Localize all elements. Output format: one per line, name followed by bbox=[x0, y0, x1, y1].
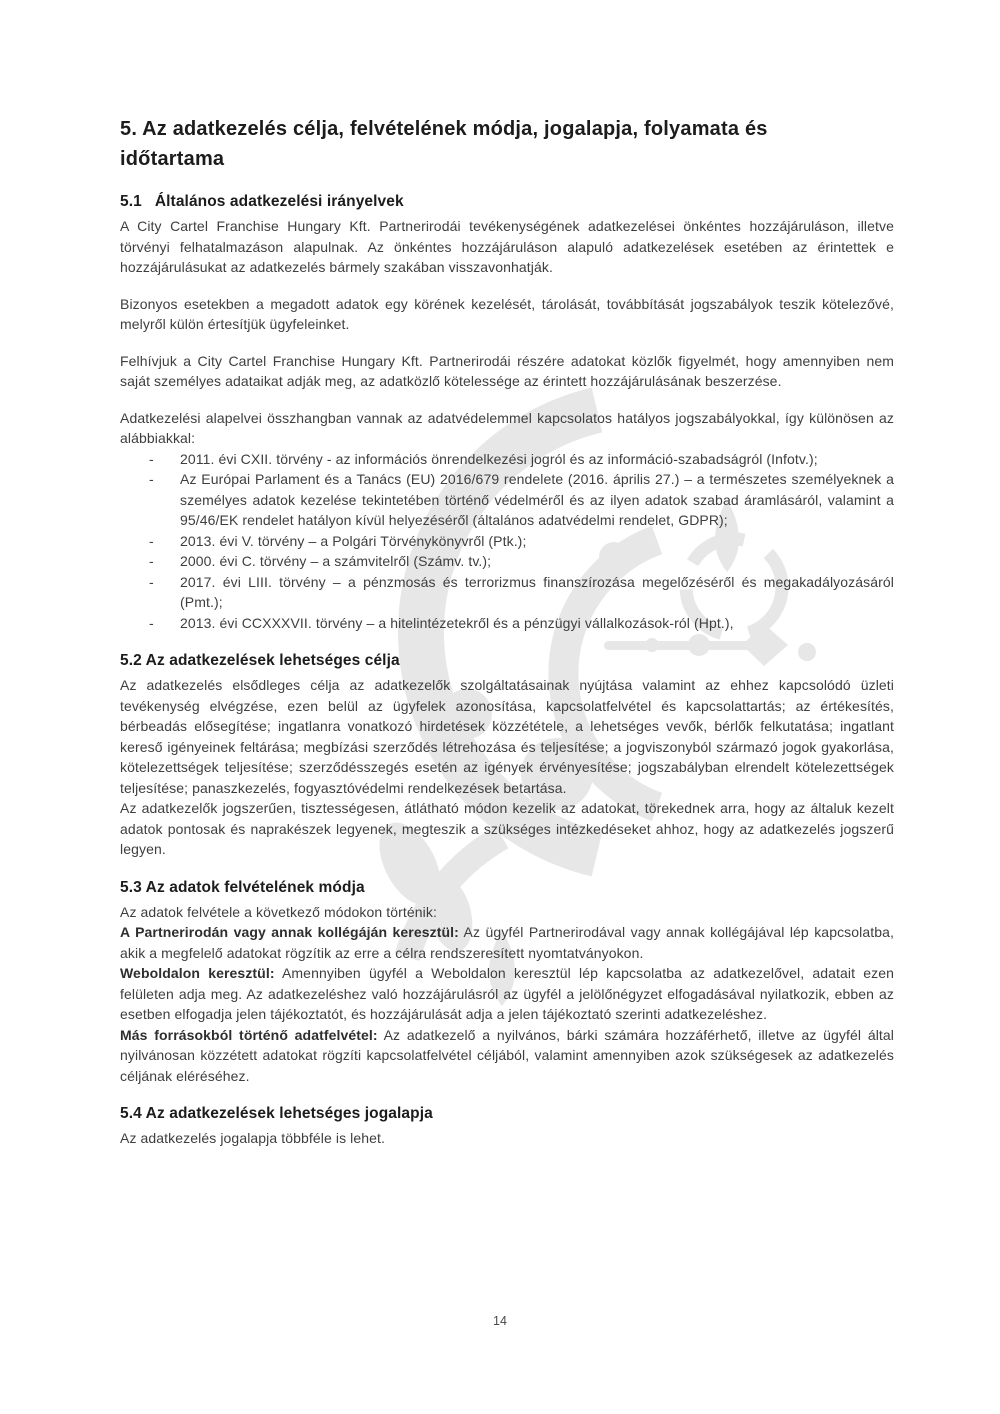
section-title-5-1: Általános adatkezelési irányelvek bbox=[154, 193, 404, 210]
law-list-item: - 2000. évi C. törvény – a számvitelről (Számv. tv.); bbox=[120, 551, 894, 572]
law-list-item: - 2013. évi CCXXXVII. törvény – a hitelintézetekről és a pénzügyi vállalkozások-ról (Hpt.), bbox=[120, 613, 894, 634]
page-title bbox=[120, 114, 894, 174]
section-heading-5-2: 5.2 Az adatkezelések lehetséges célja bbox=[120, 652, 400, 669]
method-lead: Weboldalon keresztül: bbox=[120, 965, 275, 981]
law-list-item: - 2017. évi LIII. törvény – a pénzmosás és terrorizmus finanszírozása megelőzéséről és megakadályozásáról (Pmt.); bbox=[120, 572, 894, 613]
section-number-5-1: 5.1 bbox=[120, 193, 142, 210]
paragraph: Az adatkezelés elsődleges célja az adatkezelők szolgáltatásainak nyújtása valamint az ehhez kapcsolódó üzleti tevékenység elvégzése, ezen belül az ügyfelek azonosítása, kapcsolatfelvétel és kapcsolattartás; az értékesítés, bérbeadás elősegítése; ingatlanra vonatkozó hirdetések közzététele, a lehetséges vevők, bérlők felkutatása; ingatlant kereső igényeinek feltárása; megbízási szerződés létrehozása és teljesítése; a jogviszonyból származó jogok gyakorlása, kötelezettségek teljesítése; szerződésszegés esetén az igények érvényesítése; jogszabályban elrendelt kötelezettségek teljesítése; panaszkezelés, fogyasztóvédelmi rendelkezések betartása. bbox=[120, 677, 894, 796]
paragraph: Az adatkezelés jogalapja többféle is lehet. bbox=[120, 1130, 386, 1146]
method-text: Az ügyfél Partnerirodával vagy annak kollégájával lép kapcsolatba, akik a megfelelő adatokat rögzítik az erre a célra rendszeresített nyomtatványokon. bbox=[120, 924, 895, 961]
method-paragraph bbox=[120, 963, 894, 1025]
method-paragraph bbox=[120, 1025, 894, 1087]
method-paragraph bbox=[120, 922, 894, 963]
section-heading-5-3: 5.3 Az adatok felvételének módja bbox=[120, 878, 365, 896]
method-text: Amennyiben ügyfél a Weboldalon keresztül lép kapcsolatba az adatkezelővel, adatait ezen felületen adja meg. Az adatkezeléshez való hozzájárulásról az ügyfél a jelölőnégyzet elfogadásával nyilatkozik, ebben az esetben elfogadja jelen tájékoztatót, és hozzájárulását adja a jelen tájékoztató szerinti adatkezeléshez. bbox=[120, 965, 895, 1022]
method-lead: Más forrásokból történő adatfelvétel: bbox=[120, 1026, 378, 1043]
page-number: 14 bbox=[493, 1314, 507, 1328]
method-text: Az adatkezelő a nyilvános, bárki számára hozzáférhető, illetve az ügyfél által nyilvánosan közzétett adatokat rögzíti kapcsolatfelvétel céljából, valamint amennyiben azok szükségesek az adatkezelés céljának eléréséhez. bbox=[120, 1026, 895, 1084]
paragraph: Az adatok felvétele a következő módokon történik: bbox=[120, 903, 437, 920]
paragraph: Felhívjuk a City Cartel Franchise Hungary Kft. Partnerirodái részére adatokat közlők figyelmét, hogy amennyiben nem saját személyes adataikat adják meg, az adatközlő kötelessége az érintett hozzájárulásának beszerzése. bbox=[120, 352, 894, 389]
paragraph: Adatkezelési alapelvei összhangban vannak az adatvédelemmel kapcsolatos hatályos jogszabályokkal, így különösen az alábbiakkal: bbox=[120, 409, 894, 446]
section-heading-5-4: 5.4 Az adatkezelések lehetséges jogalapja bbox=[120, 1105, 433, 1122]
law-list-item: - Az Európai Parlament és a Tanács (EU) 2016/679 rendelete (2016. április 27.) – a természetes személyeknek a személyes adatok kezelése tekintetében történő védelméről és az ilyen adatok szabad áramlásáról, valamint a 95/46/EK rendelet hatályon kívül helyezéséről (általános adatvédelmi rendelet, GDPR); bbox=[120, 469, 894, 531]
law-list-item: - 2013. évi V. törvény – a Polgári Törvénykönyvről (Ptk.); bbox=[120, 531, 894, 552]
paragraph: Bizonyos esetekben a megadott adatok egy körének kezelését, tárolását, továbbítását jogszabályok teszik kötelezővé, melyről külön értesítjük ügyfeleinket. bbox=[120, 295, 894, 332]
method-lead: A Partnerirodán vagy annak kollégáján keresztül: bbox=[120, 924, 459, 940]
section-heading-5-1 bbox=[120, 191, 894, 213]
page-title-line-1: 5. Az adatkezelés célja, felvételének módja, jogalapja, folyamata és bbox=[120, 118, 768, 140]
paragraph: Az adatkezelők jogszerűen, tisztességesen, átlátható módon kezelik az adatokat, törekednek arra, hogy az általuk kezelt adatok pontosak és naprakészek legyenek, megteszik a szükséges intézkedéseket ahhoz, hogy az adatkezelés jogszerű legyen. bbox=[120, 800, 894, 857]
paragraph: A City Cartel Franchise Hungary Kft. Partnerirodái tevékenységének adatkezelései önkéntes hozzájáruláson, illetve törvényi felhatalmazáson alapulnak. Az önkéntes hozzájáruláson alapuló adatkezelések esetében az érintettek e hozzájárulásukat az adatkezelés bármely szakában visszavonhatják. bbox=[120, 218, 894, 275]
law-list bbox=[120, 449, 894, 634]
page-title-line-2: időtartama bbox=[120, 148, 225, 170]
law-list-item: - 2011. évi CXII. törvény - az információs önrendelkezési jogról és az információ-szabadságról (Infotv.); bbox=[120, 449, 894, 470]
